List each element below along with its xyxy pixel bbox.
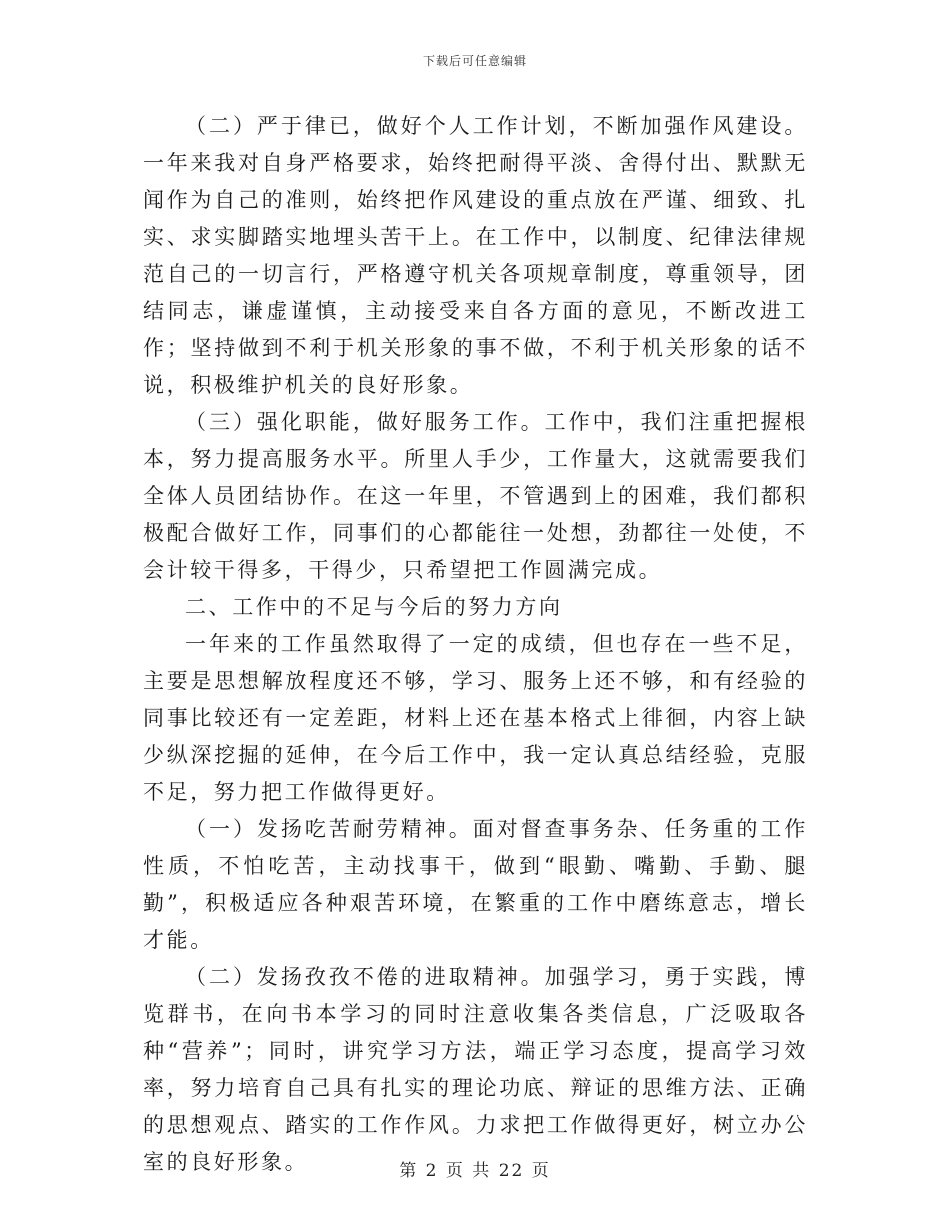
paragraph-shortcomings: 一年来的工作虽然取得了一定的成绩，但也存在一些不足，主要是思想解放程度还不够，学习、服务上还不够，和有经验的同事比较还有一定差距，材料上还在基本格式上徘徊，内容上缺少纵深挖掘的延伸，在今后工作中，我一定认真总结经验，克服不足，努力把工作做得更好。: [143, 632, 808, 804]
paragraph-enterprising: （二）发扬孜孜不倦的进取精神。加强学习，勇于实践，博览群书，在向书本学习的同时注意收集各类信息，广泛吸取各种“营养”；同时，讲究学习方法，端正学习态度，提高学习效率，努力培育自己具有扎实的理论功底、辩证的思维方法、正确的思想观点、踏实的工作作风。力求把工作做得更好，树立办公室的良好形象。: [143, 965, 808, 1174]
document-body: [143, 108, 808, 1181]
page-footer: 第 2 页 共 22 页: [399, 1161, 551, 1181]
paragraph-hardwork: （一）发扬吃苦耐劳精神。面对督查事务杂、任务重的工作性质，不怕吃苦，主动找事干，做到“眼勤、嘴勤、手勤、腿勤”，积极适应各种艰苦环境，在繁重的工作中磨练意志，增长才能。: [143, 817, 808, 952]
section-heading-shortcomings: 二、工作中的不足与今后的努力方向: [185, 595, 563, 619]
paragraph-discipline: （二）严于律已，做好个人工作计划，不断加强作风建设。一年来我对自身严格要求，始终把耐得平淡、舍得付出、默默无闻作为自己的准则，始终把作风建设的重点放在严谨、细致、扎实、求实脚踏实地埋头苦干上。在工作中，以制度、纪律法律规范自己的一切言行，严格遵守机关各项规章制度，尊重领导，团结同志，谦虚谨慎，主动接受来自各方面的意见，不断改进工作；坚持做到不利于机关形象的事不做，不利于机关形象的话不说，积极维护机关的良好形象。: [143, 114, 808, 397]
page-header: 下载后可任意编辑: [422, 54, 527, 68]
paragraph-service: （三）强化职能，做好服务工作。工作中，我们注重把握根本，努力提高服务水平。所里人手少，工作量大，这就需要我们全体人员团结协作。在这一年里，不管遇到上的困难，我们都积极配合做好工作，同事们的心都能往一处想，劲都往一处使，不会计较干得多，干得少，只希望把工作圆满完成。: [143, 410, 808, 582]
